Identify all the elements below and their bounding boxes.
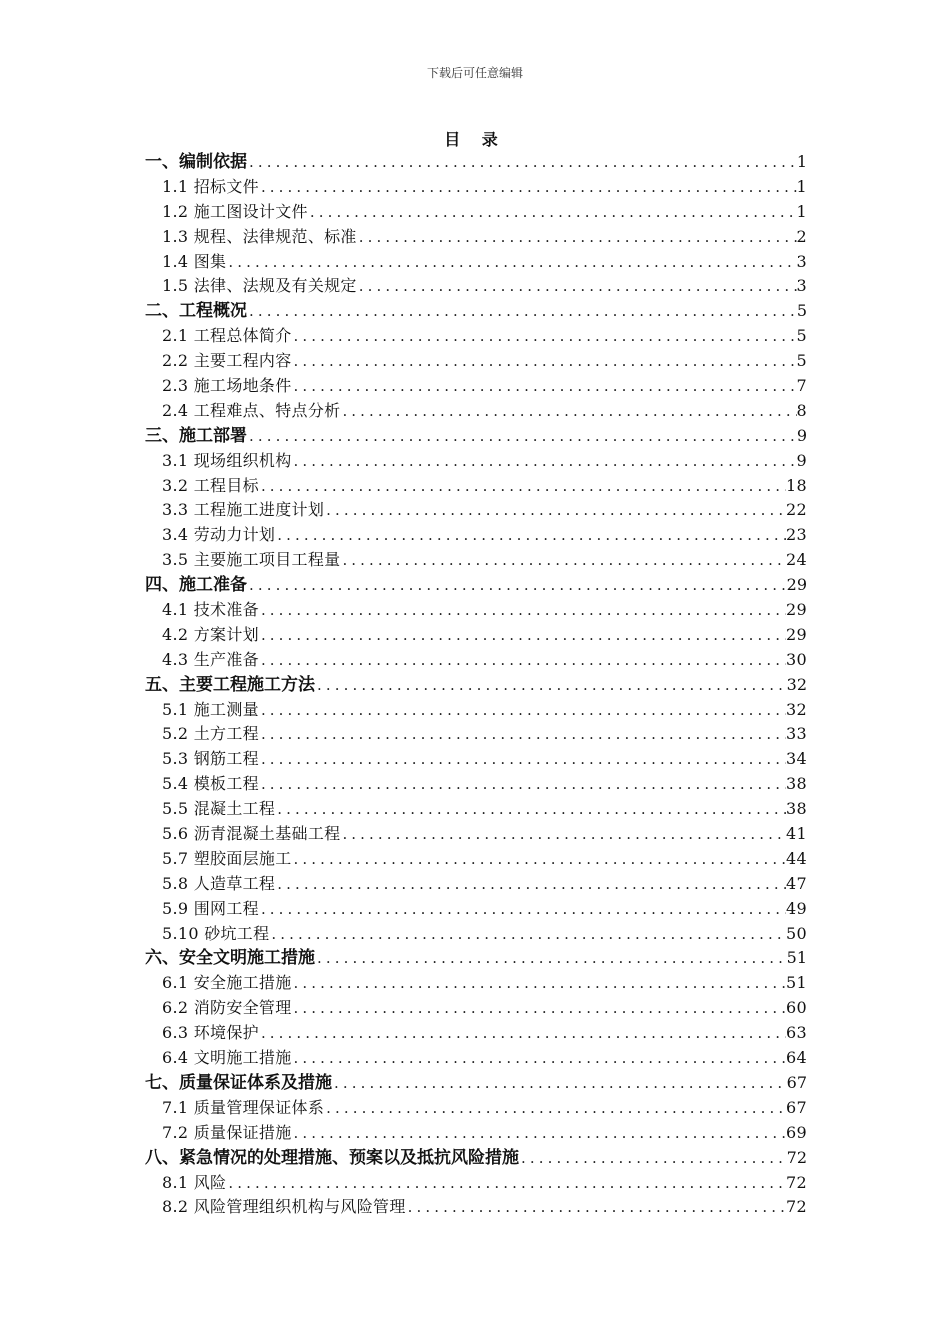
- toc-section-entry[interactable]: [145, 996, 807, 1021]
- toc-entry-label: 2.3 施工场地条件: [162, 376, 292, 395]
- toc-entry-label: 二、工程概况: [145, 301, 247, 322]
- toc-entry-label: 5.1 施工测量: [162, 699, 259, 719]
- toc-entry-label: 五、主要工程施工方法: [145, 674, 315, 695]
- toc-section-entry[interactable]: [145, 1046, 807, 1071]
- toc-section-entry[interactable]: [145, 374, 807, 399]
- toc-section-entry[interactable]: [145, 250, 807, 275]
- toc-entry-label: 四、施工准备: [145, 575, 247, 596]
- toc-chapter-entry[interactable]: [145, 299, 807, 324]
- toc-entry-label: 4.3 生产准备: [162, 649, 259, 669]
- toc-entry-page-number: 2: [796, 226, 807, 246]
- toc-entry-label: 六、安全文明施工措施: [145, 948, 315, 969]
- toc-dot-leader: [259, 474, 786, 499]
- toc-section-entry[interactable]: [145, 648, 807, 673]
- toc-section-entry[interactable]: [145, 598, 807, 623]
- toc-dot-leader: [292, 449, 797, 474]
- toc-chapter-entry[interactable]: [145, 1146, 807, 1171]
- toc-entry-page-number: 32: [786, 699, 807, 719]
- toc-entry-page-number: 38: [786, 799, 807, 819]
- toc-entry-label: 5.2 土方工程: [162, 724, 259, 744]
- toc-entry-page-number: 29: [786, 575, 807, 595]
- toc-section-entry[interactable]: [145, 1096, 807, 1121]
- toc-section-entry[interactable]: [145, 274, 807, 299]
- toc-entry-label: 八、紧急情况的处理措施、预案以及抵抗风险措施: [145, 1147, 519, 1168]
- toc-entry-label: 7.2 质量保证措施: [162, 1122, 292, 1142]
- toc-entry-label: 2.2 主要工程内容: [162, 351, 292, 371]
- toc-entry-label: 一、编制依据: [145, 151, 247, 172]
- toc-entry-page-number: 24: [786, 550, 807, 570]
- toc-entry-page-number: 5: [796, 326, 807, 346]
- toc-section-entry[interactable]: [145, 847, 807, 872]
- toc-dot-leader: [357, 225, 797, 250]
- toc-entry-page-number: 22: [786, 500, 807, 520]
- toc-section-entry[interactable]: [145, 922, 807, 947]
- toc-dot-leader: [275, 523, 786, 548]
- toc-section-entry[interactable]: [145, 772, 807, 797]
- toc-entry-page-number: 64: [786, 1048, 807, 1068]
- toc-dot-leader: [292, 847, 786, 872]
- toc-dot-leader: [259, 698, 786, 723]
- toc-entry-page-number: 72: [786, 1197, 807, 1217]
- toc-entry-page-number: 50: [786, 923, 807, 943]
- toc-section-entry[interactable]: [145, 1171, 807, 1196]
- toc-title: 目 录: [444, 130, 506, 149]
- toc-section-entry[interactable]: [145, 523, 807, 548]
- toc-section-entry[interactable]: [145, 747, 807, 772]
- toc-entry-label: 5.7 塑胶面层施工: [162, 848, 292, 868]
- toc-dot-leader: [292, 1121, 786, 1146]
- toc-entry-page-number: 29: [786, 624, 807, 644]
- toc-entry-page-number: 32: [786, 674, 807, 694]
- toc-entry-page-number: 1: [796, 201, 807, 221]
- toc-entry-label: 6.1 安全施工措施: [162, 973, 292, 993]
- toc-entry-label: 5.9 围网工程: [162, 898, 259, 918]
- toc-dot-leader: [292, 374, 797, 399]
- toc-entry-page-number: 9: [796, 425, 807, 445]
- toc-entry-label: 3.5 主要施工项目工程量: [162, 550, 341, 570]
- toc-entry-label: 3.4 劳动力计划: [162, 525, 276, 545]
- toc-dot-leader: [340, 822, 786, 847]
- toc-entry-label: 4.1 技术准备: [162, 600, 259, 620]
- toc-entry-label: 5.4 模板工程: [162, 774, 259, 794]
- toc-dot-leader: [324, 498, 786, 523]
- toc-section-entry[interactable]: [145, 1021, 807, 1046]
- toc-dot-leader: [259, 747, 786, 772]
- toc-section-entry[interactable]: [145, 623, 807, 648]
- toc-entry-label: 5.5 混凝土工程: [162, 799, 276, 819]
- toc-dot-leader: [357, 274, 797, 299]
- toc-dot-leader: [340, 548, 786, 573]
- toc-entry-label: 2.4 工程难点、特点分析: [162, 400, 341, 420]
- toc-section-entry[interactable]: [145, 349, 807, 374]
- toc-section-entry[interactable]: [145, 1121, 807, 1146]
- toc-entry-label: 1.5 法律、法规及有关规定: [162, 276, 357, 296]
- toc-dot-leader: [406, 1195, 786, 1220]
- toc-entry-page-number: 18: [786, 475, 807, 495]
- toc-dot-leader: [247, 150, 797, 175]
- toc-entry-page-number: 9: [796, 450, 807, 470]
- toc-section-entry[interactable]: [145, 797, 807, 822]
- toc-entry-page-number: 5: [796, 351, 807, 371]
- toc-section-entry[interactable]: [145, 698, 807, 723]
- toc-entry-label: 5.10 砂坑工程: [162, 923, 270, 943]
- toc-entry-page-number: 60: [786, 998, 807, 1018]
- toc-dot-leader: [259, 722, 786, 747]
- toc-dot-leader: [292, 996, 786, 1021]
- toc-entry-label: 6.2 消防安全管理: [162, 998, 292, 1018]
- toc-chapter-entry[interactable]: [145, 673, 807, 698]
- toc-entry-page-number: 41: [786, 824, 807, 844]
- toc-dot-leader: [259, 1021, 786, 1046]
- toc-dot-leader: [292, 349, 797, 374]
- toc-section-entry[interactable]: [145, 225, 807, 250]
- table-of-contents: [145, 150, 807, 1220]
- toc-entry-page-number: 23: [786, 525, 807, 545]
- toc-entry-page-number: 8: [796, 400, 807, 420]
- toc-entry-label: 8.1 风险: [162, 1172, 227, 1192]
- toc-section-entry[interactable]: [145, 971, 807, 996]
- toc-entry-page-number: 5: [796, 301, 807, 321]
- toc-section-entry[interactable]: [145, 498, 807, 523]
- toc-dot-leader: [259, 897, 786, 922]
- toc-entry-page-number: 67: [786, 1072, 807, 1092]
- toc-entry-label: 1.1 招标文件: [162, 176, 259, 196]
- toc-entry-label: 2.1 工程总体简介: [162, 326, 292, 346]
- toc-chapter-entry[interactable]: [145, 1071, 807, 1096]
- toc-entry-label: 3.3 工程施工进度计划: [162, 500, 325, 520]
- toc-section-entry[interactable]: [145, 872, 807, 897]
- toc-dot-leader: [259, 772, 786, 797]
- toc-entry-label: 1.4 图集: [162, 251, 227, 271]
- toc-entry-label: 6.3 环境保护: [162, 1023, 259, 1043]
- toc-entry-label: 三、施工部署: [145, 425, 247, 446]
- toc-dot-leader: [247, 573, 787, 598]
- toc-entry-label: 七、质量保证体系及措施: [145, 1072, 332, 1093]
- toc-section-entry[interactable]: [145, 822, 807, 847]
- toc-entry-page-number: 34: [786, 749, 807, 769]
- toc-dot-leader: [340, 399, 796, 424]
- toc-entry-page-number: 30: [786, 649, 807, 669]
- page-header: 下载后可任意编辑: [426, 66, 523, 80]
- toc-entry-page-number: 63: [786, 1023, 807, 1043]
- toc-dot-leader: [247, 299, 797, 324]
- toc-dot-leader: [315, 673, 787, 698]
- toc-dot-leader: [292, 1046, 786, 1071]
- toc-entry-label: 1.2 施工图设计文件: [162, 201, 308, 221]
- toc-dot-leader: [332, 1071, 787, 1096]
- toc-dot-leader: [275, 797, 786, 822]
- toc-dot-leader: [269, 922, 786, 947]
- toc-dot-leader: [275, 872, 786, 897]
- toc-entry-label: 5.3 钢筋工程: [162, 749, 259, 769]
- toc-dot-leader: [308, 200, 797, 225]
- toc-entry-page-number: 3: [796, 251, 807, 271]
- toc-entry-label: 5.8 人造草工程: [162, 873, 276, 893]
- toc-dot-leader: [247, 424, 797, 449]
- toc-chapter-entry[interactable]: [145, 573, 807, 598]
- toc-dot-leader: [324, 1096, 786, 1121]
- toc-dot-leader: [259, 598, 786, 623]
- toc-entry-label: 3.2 工程目标: [162, 475, 259, 495]
- toc-entry-page-number: 44: [786, 848, 807, 868]
- toc-entry-page-number: 72: [786, 1172, 807, 1192]
- toc-entry-label: 1.3 规程、法律规范、标准: [162, 226, 357, 246]
- toc-entry-label: 5.6 沥青混凝土基础工程: [162, 824, 341, 844]
- toc-dot-leader: [226, 1171, 786, 1196]
- toc-dot-leader: [259, 623, 786, 648]
- toc-section-entry[interactable]: [145, 474, 807, 499]
- toc-entry-label: 3.1 现场组织机构: [162, 450, 292, 470]
- toc-section-entry[interactable]: [145, 722, 807, 747]
- toc-entry-page-number: 69: [786, 1122, 807, 1142]
- toc-entry-label: 8.2 风险管理组织机构与风险管理: [162, 1197, 406, 1217]
- toc-entry-page-number: 49: [786, 898, 807, 918]
- toc-dot-leader: [315, 947, 787, 972]
- toc-chapter-entry[interactable]: [145, 150, 807, 175]
- toc-entry-label: 6.4 文明施工措施: [162, 1048, 292, 1068]
- toc-entry-page-number: 38: [786, 774, 807, 794]
- toc-dot-leader: [292, 324, 797, 349]
- toc-section-entry[interactable]: [145, 449, 807, 474]
- toc-section-entry[interactable]: [145, 897, 807, 922]
- toc-section-entry[interactable]: [145, 175, 807, 200]
- toc-section-entry[interactable]: [145, 200, 807, 225]
- toc-entry-label: 7.1 质量管理保证体系: [162, 1097, 325, 1117]
- toc-entry-label: 4.2 方案计划: [162, 624, 259, 644]
- toc-entry-page-number: 1: [796, 176, 807, 196]
- toc-section-entry[interactable]: [145, 548, 807, 573]
- toc-entry-page-number: 51: [786, 948, 807, 968]
- toc-entry-page-number: 7: [796, 376, 807, 395]
- toc-entry-page-number: 1: [796, 151, 807, 171]
- toc-entry-page-number: 29: [786, 600, 807, 620]
- toc-chapter-entry[interactable]: [145, 947, 807, 972]
- toc-dot-leader: [292, 971, 786, 996]
- toc-section-entry[interactable]: [145, 1195, 807, 1220]
- toc-section-entry[interactable]: [145, 399, 807, 424]
- toc-entry-page-number: 47: [786, 873, 807, 893]
- toc-entry-page-number: 3: [796, 276, 807, 296]
- toc-dot-leader: [226, 250, 796, 275]
- toc-chapter-entry[interactable]: [145, 424, 807, 449]
- toc-dot-leader: [259, 648, 786, 673]
- toc-entry-page-number: 72: [786, 1147, 807, 1167]
- toc-dot-leader: [259, 175, 797, 200]
- toc-entry-page-number: 67: [786, 1097, 807, 1117]
- toc-section-entry[interactable]: [145, 324, 807, 349]
- toc-entry-page-number: 33: [786, 724, 807, 744]
- toc-entry-page-number: 51: [786, 973, 807, 993]
- toc-dot-leader: [519, 1146, 787, 1171]
